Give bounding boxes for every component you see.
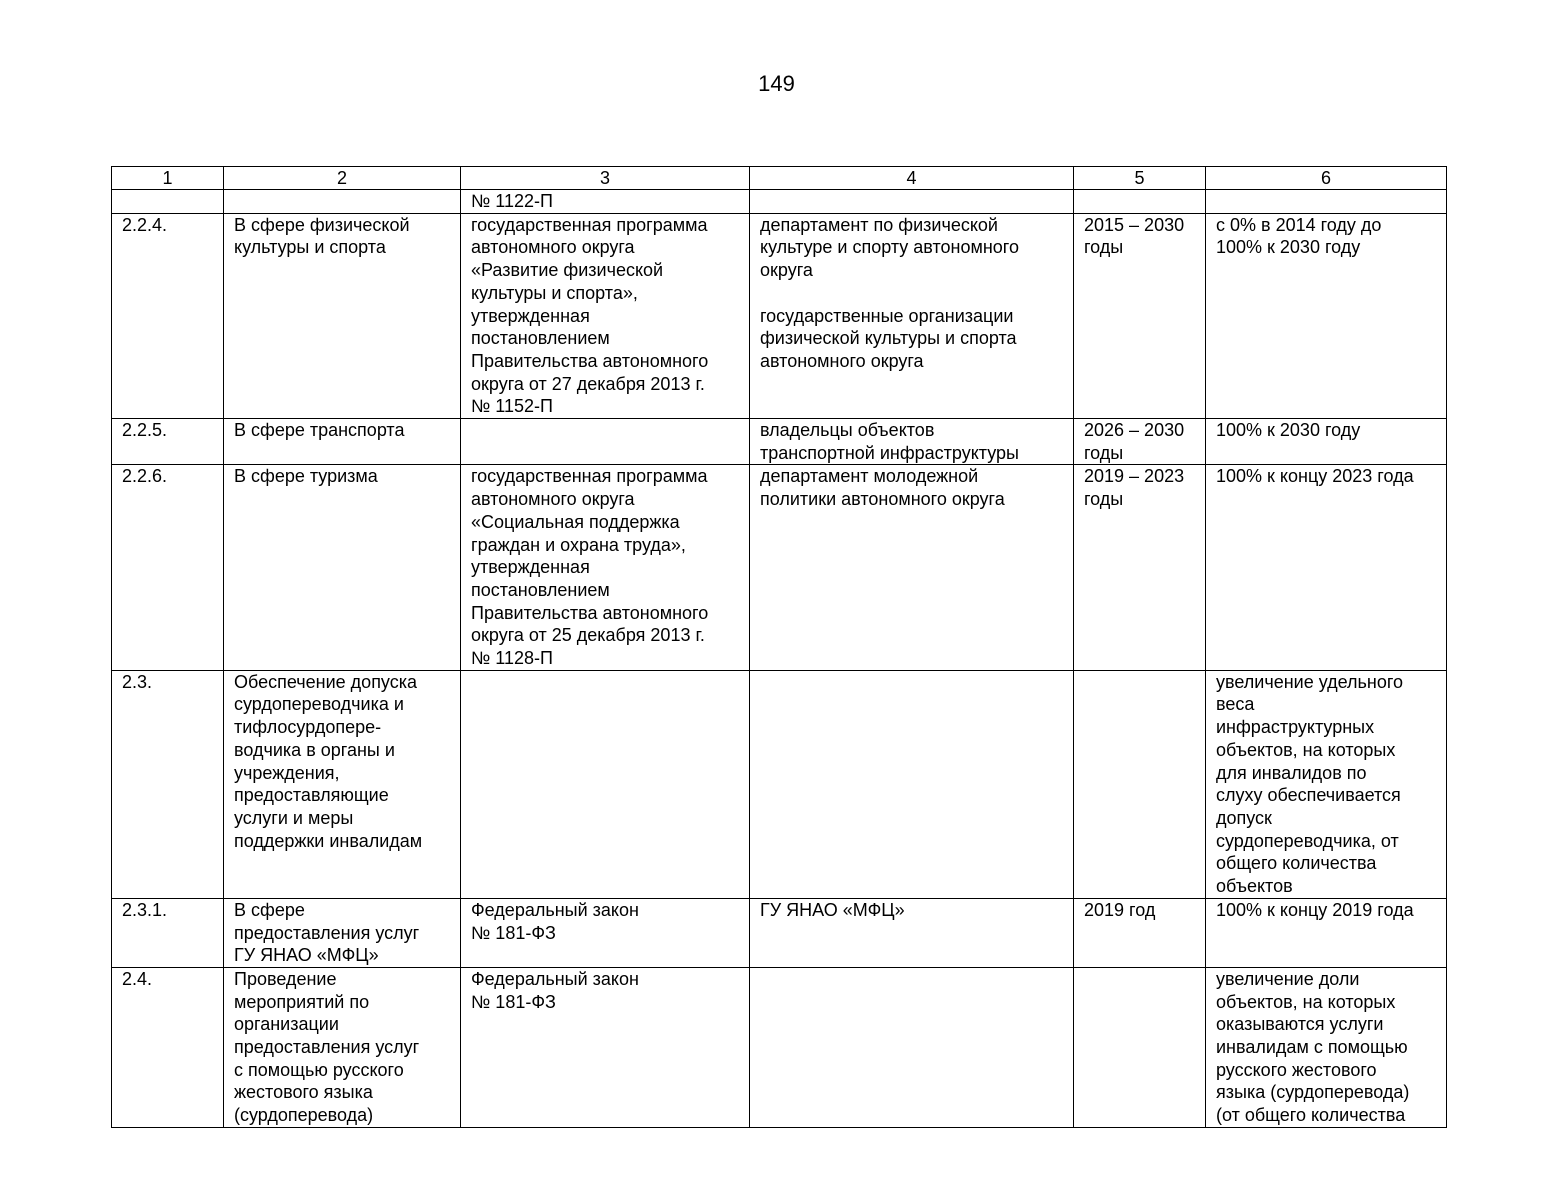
indicator-cell: 100% к концу 2019 года (1206, 898, 1447, 967)
table-header-row (112, 167, 1447, 190)
years-cell: 2019 год (1074, 898, 1206, 967)
years-cell (1074, 967, 1206, 1127)
item-number-cell: 2.2.4. (112, 213, 224, 418)
years-cell: 2015 – 2030 годы (1074, 213, 1206, 418)
document-cell: Федеральный закон № 181-ФЗ (461, 898, 750, 967)
table-row (112, 898, 1447, 967)
area-cell: Проведение мероприятий по организации предоставления услуг с помощью русского жестового языка (сурдоперевода) (224, 967, 461, 1127)
item-number-cell: 2.3. (112, 670, 224, 898)
column-header: 6 (1206, 167, 1447, 190)
page-number: 149 (758, 71, 795, 96)
column-header: 3 (461, 167, 750, 190)
years-cell: 2026 – 2030 годы (1074, 419, 1206, 465)
item-number-cell: 2.2.6. (112, 465, 224, 670)
area-cell: В сфере транспорта (224, 419, 461, 465)
item-number-cell: 2.4. (112, 967, 224, 1127)
responsible-cell (750, 190, 1074, 214)
area-cell (224, 190, 461, 214)
area-cell: Обеспечение допуска сурдопереводчика и тифлосурдопере- водчика в органы и учреждения, предоставляющие услуги и меры поддержки инвалидам (224, 670, 461, 898)
responsible-cell: владельцы объектов транспортной инфраструктуры (750, 419, 1074, 465)
years-cell (1074, 190, 1206, 214)
item-number-cell: 2.3.1. (112, 898, 224, 967)
table-row (112, 967, 1447, 1127)
column-header: 4 (750, 167, 1074, 190)
responsible-cell: департамент молодежной политики автономного округа (750, 465, 1074, 670)
measures-table (111, 166, 1447, 1128)
table-row (112, 670, 1447, 898)
table-row (112, 465, 1447, 670)
area-cell: В сфере физической культуры и спорта (224, 213, 461, 418)
column-header: 5 (1074, 167, 1206, 190)
area-cell: В сфере туризма (224, 465, 461, 670)
responsible-cell: департамент по физической культуре и спорту автономного округа государственные организации физической культуры и спорта автономного округа (750, 213, 1074, 418)
column-header: 1 (112, 167, 224, 190)
responsible-cell: ГУ ЯНАО «МФЦ» (750, 898, 1074, 967)
document-cell (461, 419, 750, 465)
document-cell: государственная программа автономного округа «Развитие физической культуры и спорта», утвержденная постановлением Правительства автономного округа от 27 декабря 2013 г. № 1152-П (461, 213, 750, 418)
indicator-cell: с 0% в 2014 году до 100% к 2030 году (1206, 213, 1447, 418)
indicator-cell: увеличение доли объектов, на которых оказываются услуги инвалидам с помощью русского жестового языка (сурдоперевода) (от общего количества (1206, 967, 1447, 1127)
responsible-cell (750, 670, 1074, 898)
indicator-cell: увеличение удельного веса инфраструктурных объектов, на которых для инвалидов по слуху обеспечивается допуск сурдопереводчика, от общего количества объектов (1206, 670, 1447, 898)
table-row (112, 190, 1447, 214)
item-number-cell: 2.2.5. (112, 419, 224, 465)
responsible-cell (750, 967, 1074, 1127)
document-cell: государственная программа автономного округа «Социальная поддержка граждан и охрана труда», утвержденная постановлением Правительства автономного округа от 25 декабря 2013 г. № 1128-П (461, 465, 750, 670)
document-cell (461, 670, 750, 898)
column-header: 2 (224, 167, 461, 190)
years-cell: 2019 – 2023 годы (1074, 465, 1206, 670)
area-cell: В сфере предоставления услуг ГУ ЯНАО «МФЦ» (224, 898, 461, 967)
item-number-cell (112, 190, 224, 214)
document-cell: № 1122-П (461, 190, 750, 214)
indicator-cell: 100% к 2030 году (1206, 419, 1447, 465)
table-row (112, 213, 1447, 418)
indicator-cell (1206, 190, 1447, 214)
indicator-cell: 100% к концу 2023 года (1206, 465, 1447, 670)
table-row (112, 419, 1447, 465)
years-cell (1074, 670, 1206, 898)
document-cell: Федеральный закон № 181-ФЗ (461, 967, 750, 1127)
